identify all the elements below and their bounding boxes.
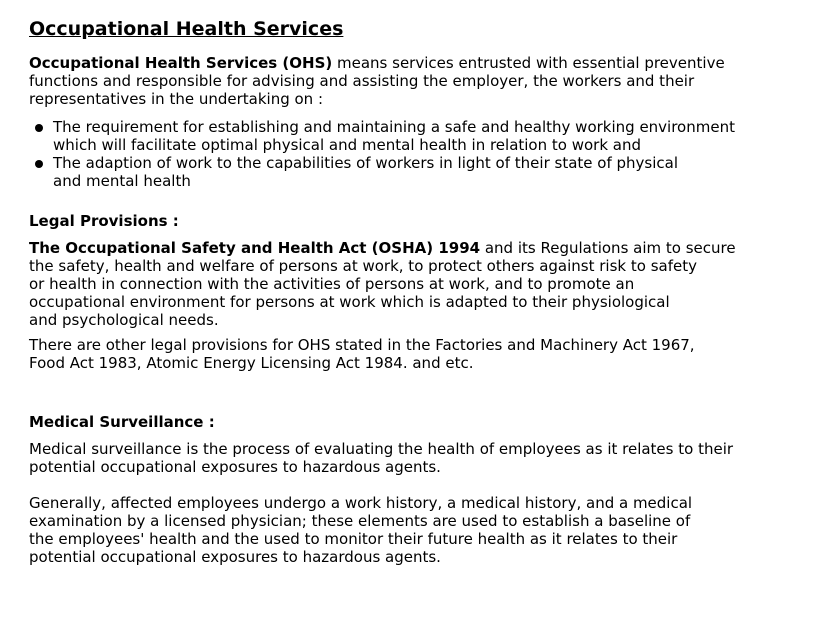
- osha-bold-term: The Occupational Safety and Health Act (OSHA) 1994: [29, 239, 481, 257]
- page-title: Occupational Health Services: [29, 18, 344, 40]
- intro-bold-term: Occupational Health Services (OHS): [29, 54, 333, 72]
- medical-paragraph-1: Medical surveillance is the process of evaluating the health of employees as it relates to their potential occupational exposures to hazardous agents.: [29, 440, 734, 476]
- osha-paragraph: [29, 239, 829, 329]
- other-provisions-paragraph: There are other legal provisions for OHS stated in the Factories and Machinery Act 1967, Food Act 1983, Atomic Energy Licensing Act 1984. and etc.: [29, 336, 695, 372]
- list-item: [29, 118, 829, 154]
- medical-surveillance-heading: Medical Surveillance :: [29, 413, 215, 431]
- document-page: [29, 18, 829, 566]
- list-item: [29, 154, 829, 190]
- intro-text: means services entrusted with essential preventive functions and responsible for advising and assisting the employer, the workers and their representatives in the undertaking on :: [29, 54, 725, 108]
- bullet-icon: [35, 124, 43, 132]
- osha-text: and its Regulations aim to secure the safety, health and welfare of persons at work, to protect others against risk to safety or health in connection with the activities of persons at work, and to promote an occupational environment for persons at work which is adapted to their physiological and psychological needs.: [29, 239, 736, 329]
- bullet-icon: [35, 160, 43, 168]
- list-item-text: The requirement for establishing and maintaining a safe and healthy working environment which will facilitate optimal physical and mental health in relation to work and: [53, 118, 735, 154]
- legal-provisions-heading: Legal Provisions :: [29, 212, 179, 230]
- medical-paragraph-2: Generally, affected employees undergo a work history, a medical history, and a medical examination by a licensed physician; these elements are used to establish a baseline of the employees' health and the used to monitor their future health as it relates to their potential occupational exposures to hazardous agents.: [29, 494, 693, 566]
- intro-paragraph: [29, 54, 829, 108]
- bullet-list: [29, 118, 829, 190]
- list-item-text: The adaption of work to the capabilities of workers in light of their state of physical and mental health: [53, 154, 678, 190]
